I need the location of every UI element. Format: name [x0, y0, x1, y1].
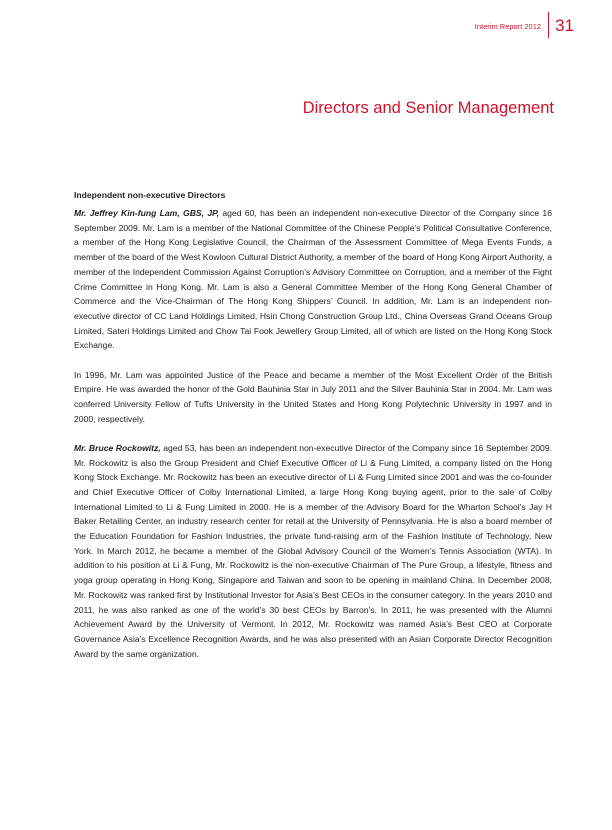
paragraph-text: aged 60, has been an independent non-executive Director of the Company since 16 September 2009. Mr. Lam is a member of the National Committee of the Chinese People’s Political Consultative Conference, a member of the Hong Kong Legislative Council, the Chairman of the Assessment Committee of Mega Events Funds, a member of the board of the West Kowloon Cultural District Authority, a member of the board of Hong Kong Airport Authority, a member of the Independent Commission Against Corruption’s Advisory Committee on Corruption, and a member of the Fight Crime Committee in Hong Kong. Mr. Lam is also a General Committee Member of the Hong Kong General Chamber of Commerce and the Vice-Chairman of The Hong Kong Shippers’ Council. In addition, Mr. Lam is an independent non-executive director of CC Land Holdings Limited, Hsin Chong Construction Group Ltd., China Overseas Grand Oceans Group Limited, Sateri Holdings Limited and Chow Tai Fook Jewellery Group Limited, all of which are listed on the Hong Kong Stock Exchange.	[74, 208, 552, 351]
director-name: Mr. Bruce Rockowitz,	[74, 442, 161, 453]
paragraph-lam-bio	[74, 206, 552, 353]
page-header	[475, 12, 574, 38]
header-divider	[548, 12, 549, 38]
main-content	[74, 188, 552, 676]
subheading: Independent non-executive Directors	[74, 190, 226, 200]
paragraph-lam-honors	[74, 368, 552, 427]
director-name: Mr. Jeffrey Kin-fung Lam, GBS, JP,	[74, 208, 220, 218]
paragraph-rockowitz-bio	[74, 441, 552, 662]
report-label: Interim Report 2012	[474, 22, 542, 31]
paragraph-text: In 1996, Mr. Lam was appointed Justice of the Peace and became a member of the Most Excellent Order of the British Empire. He was awarded the honor of the Gold Bauhinia Star in July 2011 and the Silver Bauhinia Star in 2004. Mr. Lam was conferred University Fellow of Tufts University in the United States and Hong Kong Polytechnic University in 1997 and in 2000, respectively.	[74, 369, 552, 424]
page-number: 31	[555, 15, 574, 35]
paragraph-text: aged 53, has been an independent non-executive Director of the Company since 16 September 2009. Mr. Rockowitz is also the Group President and Chief Executive Officer of Li & Fung Limited, a company listed on the Hong Kong Stock Exchange. Mr. Rockowitz has been an executive director of Li & Fung Limited since 2001 and was the co-founder and Chief Executive Officer of Colby International Limited, a large Hong Kong buying agent, prior to the sale of Colby International Limited to Li & Fung Limited in 2000. He is a member of the Advisory Board for the Wharton School’s Jay H Baker Retailing Center, an industry research center for retail at the University of Pennsylvania. He is also a board member of the Education Foundation for Fashion Industries, the private fund-raising arm of the Fashion Institute of Technology, New York. In March 2012, he became a member of the Global Advisory Council of the Women’s Tennis Association (WTA). In addition to his position at Li & Fung, Mr. Rockowitz is the non-executive Chairman of The Pure Group, a lifestyle, fitness and yoga group operating in Hong Kong, Singapore and Taiwan and soon to be opening in mainland China. In December 2008, Mr. Rockowitz was ranked first by Institutional Investor for Asia’s Best CEOs in the consumer category. In the years 2010 and 2011, he was also ranked as one of the world’s 30 best CEOs by Barron’s. In 2011, he was presented with the Alumni Achievement Award by the University of Vermont. In 2012, Mr. Rockowitz was named Asia’s Best CEO at Corporate Governance Asia’s Excellence Recognition Awards, and he was also presented with an Asian Corporate Director Recognition Award by the same organization.	[74, 442, 552, 659]
section-title: Directors and Senior Management	[302, 99, 554, 117]
